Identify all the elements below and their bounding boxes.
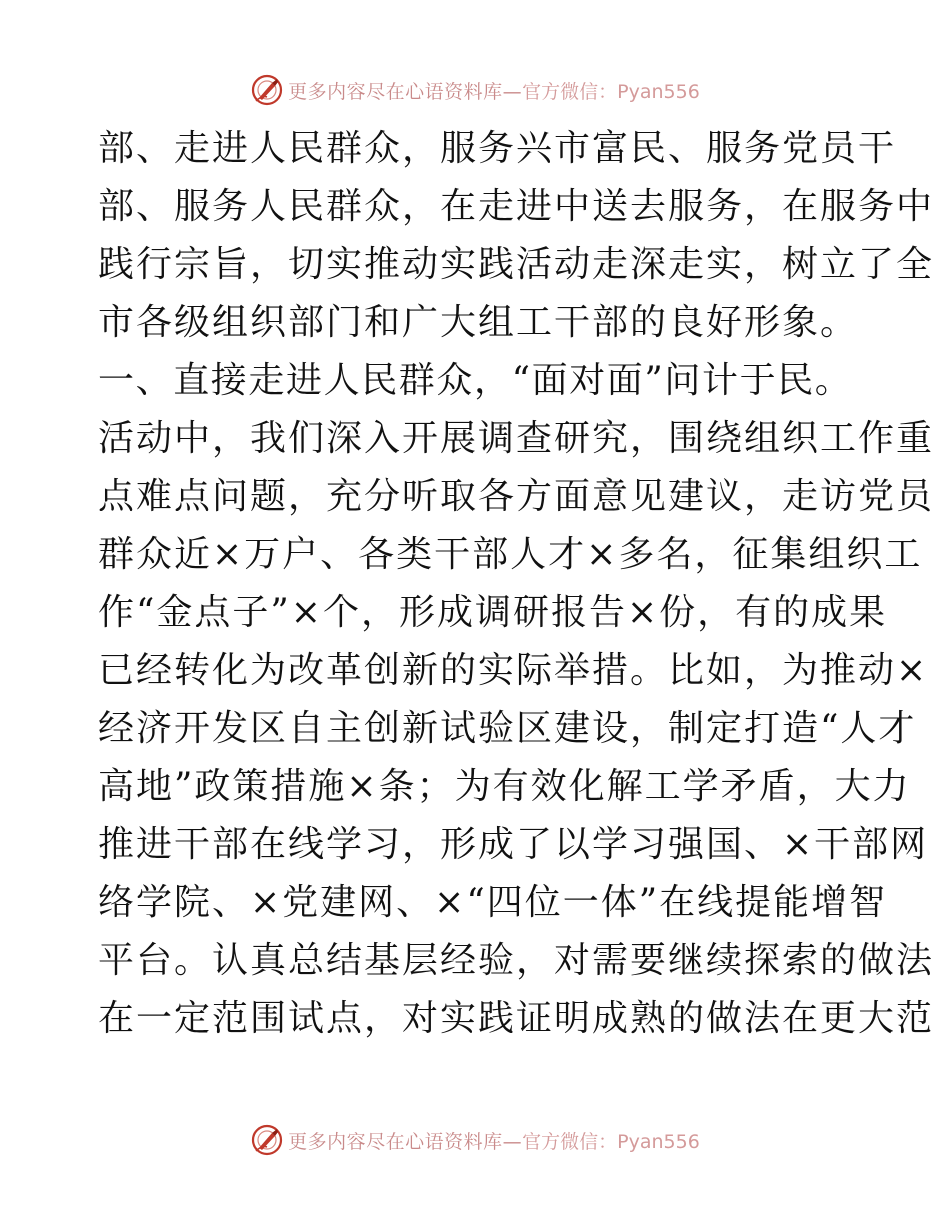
body-line: 推进干部在线学习，形成了以学习强国、×干部网 <box>98 824 929 865</box>
body-line: 作“金点子”×个，形成调研报告×份，有的成果 <box>98 592 888 633</box>
body-line: 在一定范围试点，对实践证明成熟的做法在更大范 <box>98 998 935 1039</box>
body-line: 络学院、×党建网、×“四位一体”在线提能增智 <box>98 882 888 923</box>
header-watermark <box>0 70 950 110</box>
body-line: 活动中，我们深入开展调查研究，围绕组织工作重 <box>98 418 935 459</box>
watermark-wechat: 官方微信：Pyan556 <box>522 1130 700 1153</box>
body-line: 点难点问题，充分听取各方面意见建议，走访党员 <box>98 476 935 517</box>
document-body <box>98 120 935 1048</box>
footer-watermark <box>0 1120 950 1160</box>
body-line: 部、服务人民群众，在走进中送去服务，在服务中 <box>98 186 935 227</box>
body-line: 经济开发区自主创新试验区建设，制定打造“人才 <box>98 708 917 749</box>
body-line: 群众近×万户、各类干部人才×多名，征集组织工 <box>98 534 923 575</box>
body-line: 平台。认真总结基层经验，对需要继续探索的做法 <box>98 940 935 981</box>
body-line: 已经转化为改革创新的实际举措。比如，为推动× <box>98 650 929 691</box>
watermark-text: 更多内容尽在心语资料库— <box>288 1130 523 1153</box>
quill-logo-icon <box>250 1123 284 1157</box>
body-line: 市各级组织部门和广大组工干部的良好形象。 <box>98 302 859 343</box>
body-line: 践行宗旨，切实推动实践活动走深走实，树立了全 <box>98 244 935 285</box>
watermark-wechat: 官方微信：Pyan556 <box>522 80 700 103</box>
quill-logo-icon <box>250 73 284 107</box>
body-line: 高地”政策措施×条；为有效化解工学矛盾，大力 <box>98 766 911 807</box>
section-heading: 一、直接走进人民群众，“面对面”问计于民。 <box>98 360 853 401</box>
body-line: 部、走进人民群众，服务兴市富民、服务党员干 <box>98 128 897 169</box>
watermark-text: 更多内容尽在心语资料库— <box>288 80 523 103</box>
